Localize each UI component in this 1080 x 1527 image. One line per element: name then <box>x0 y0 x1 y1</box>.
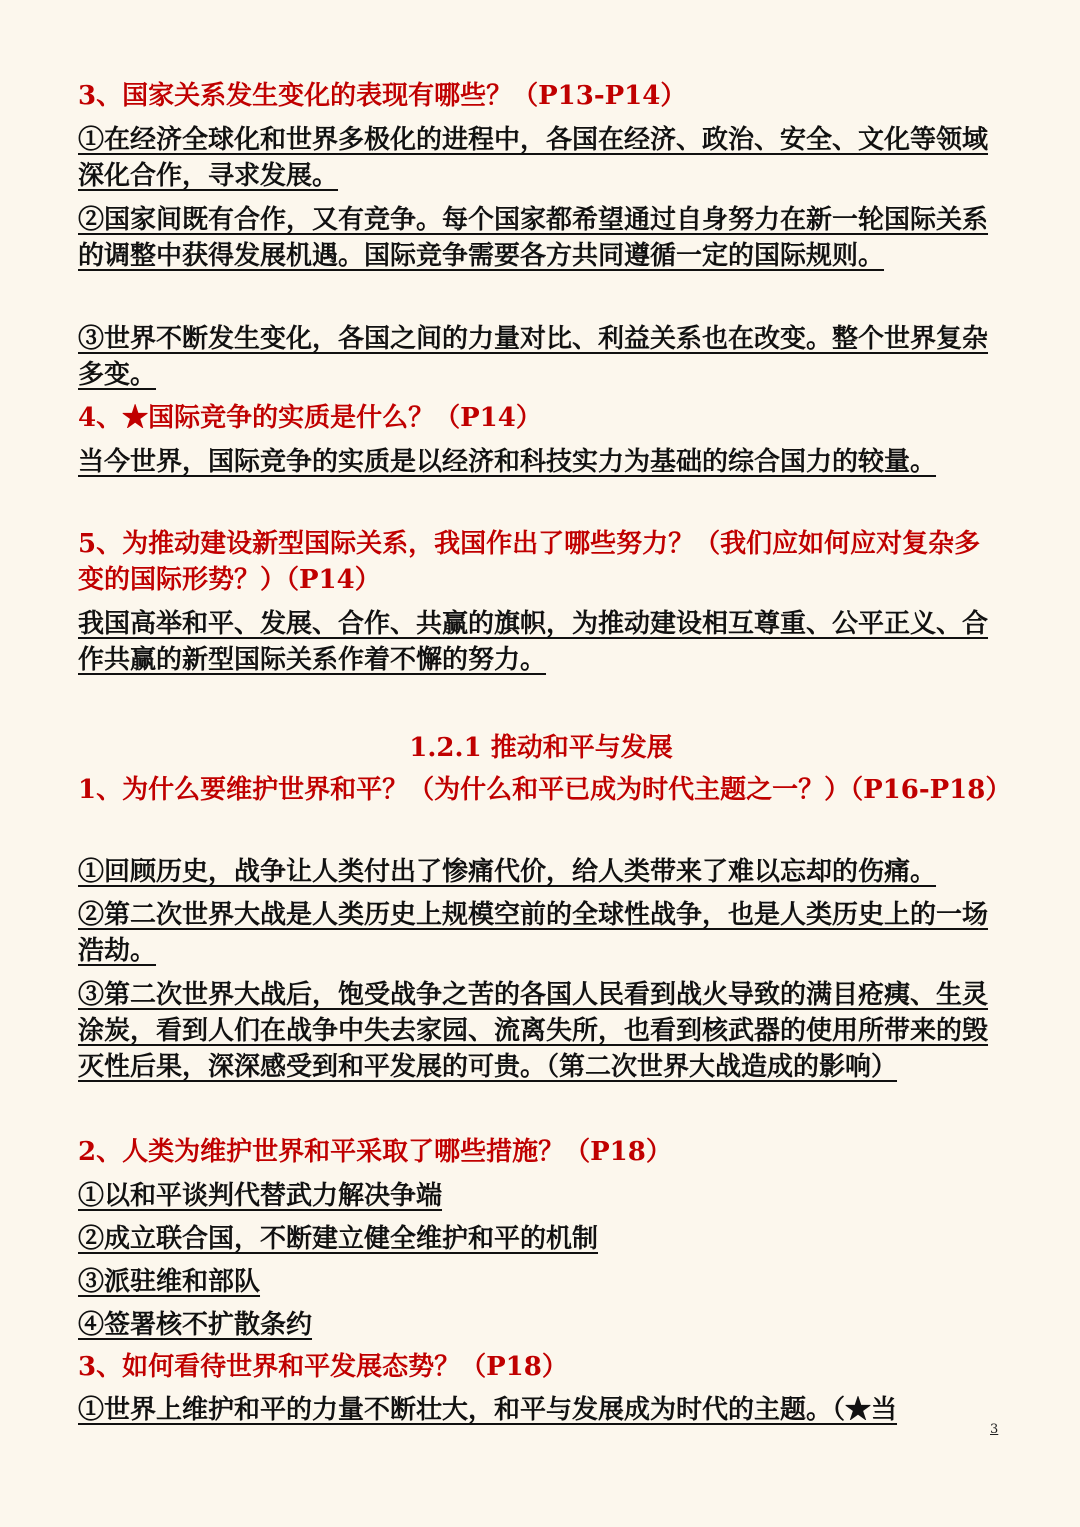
answer-paragraph: ②第二次世界大战是人类历史上规模空前的全球性战争，也是人类历史上的一场浩劫。 <box>78 900 989 966</box>
question-heading: 3、如何看待世界和平发展态势？（P18） <box>78 1352 568 1382</box>
answer-paragraph: ③派驻维和部队 <box>78 1267 261 1297</box>
answer-paragraph: 当今世界，国际竞争的实质是以经济和科技实力为基础的综合国力的较量。 <box>78 447 937 477</box>
question-heading: 1、为什么要维护世界和平？（为什么和平已成为时代主题之一？）（P16-P18） <box>78 775 1012 805</box>
answer-paragraph: 我国高举和平、发展、合作、共赢的旗帜，为推动建设相互尊重、公平正义、合作共赢的新型国际关系作着不懈的努力。 <box>78 609 989 675</box>
answer-paragraph: ①世界上维护和平的力量不断壮大，和平与发展成为时代的主题。（★当 <box>78 1395 898 1425</box>
answer-paragraph: ①以和平谈判代替武力解决争端 <box>78 1181 443 1211</box>
answer-paragraph: ②国家间既有合作，又有竞争。每个国家都希望通过自身努力在新一轮国际关系的调整中获得发展机遇。国际竞争需要各方共同遵循一定的国际规则。 <box>78 205 989 271</box>
question-heading: 2、人类为维护世界和平采取了哪些措施？（P18） <box>78 1137 672 1167</box>
answer-paragraph: ①在经济全球化和世界多极化的进程中，各国在经济、政治、安全、文化等领域深化合作，寻求发展。 <box>78 125 989 191</box>
section-title: 1.2.1 推动和平与发展 <box>409 733 673 763</box>
answer-paragraph: ③第二次世界大战后，饱受战争之苦的各国人民看到战火导致的满目疮痍、生灵涂炭，看到人们在战争中失去家园、流离失所，也看到核武器的使用所带来的毁灭性后果，深深感受到和平发展的可贵。（第二次世界大战造成的影响） <box>78 980 989 1082</box>
question-heading: 5、为推动建设新型国际关系，我国作出了哪些努力？（我们应如何应对复杂多变的国际形势？）（P14） <box>78 529 981 595</box>
answer-paragraph: ②成立联合国，不断建立健全维护和平的机制 <box>78 1224 599 1254</box>
question-heading: 4、★国际竞争的实质是什么？（P14） <box>78 403 542 433</box>
page-number: 3 <box>990 1422 999 1437</box>
answer-paragraph: ④签署核不扩散条约 <box>78 1310 313 1340</box>
answer-paragraph: ③世界不断发生变化，各国之间的力量对比、利益关系也在改变。整个世界复杂多变。 <box>78 324 989 390</box>
question-heading: 3、国家关系发生变化的表现有哪些？（P13-P14） <box>78 81 687 111</box>
answer-paragraph: ①回顾历史，战争让人类付出了惨痛代价，给人类带来了难以忘却的伤痛。 <box>78 857 937 887</box>
